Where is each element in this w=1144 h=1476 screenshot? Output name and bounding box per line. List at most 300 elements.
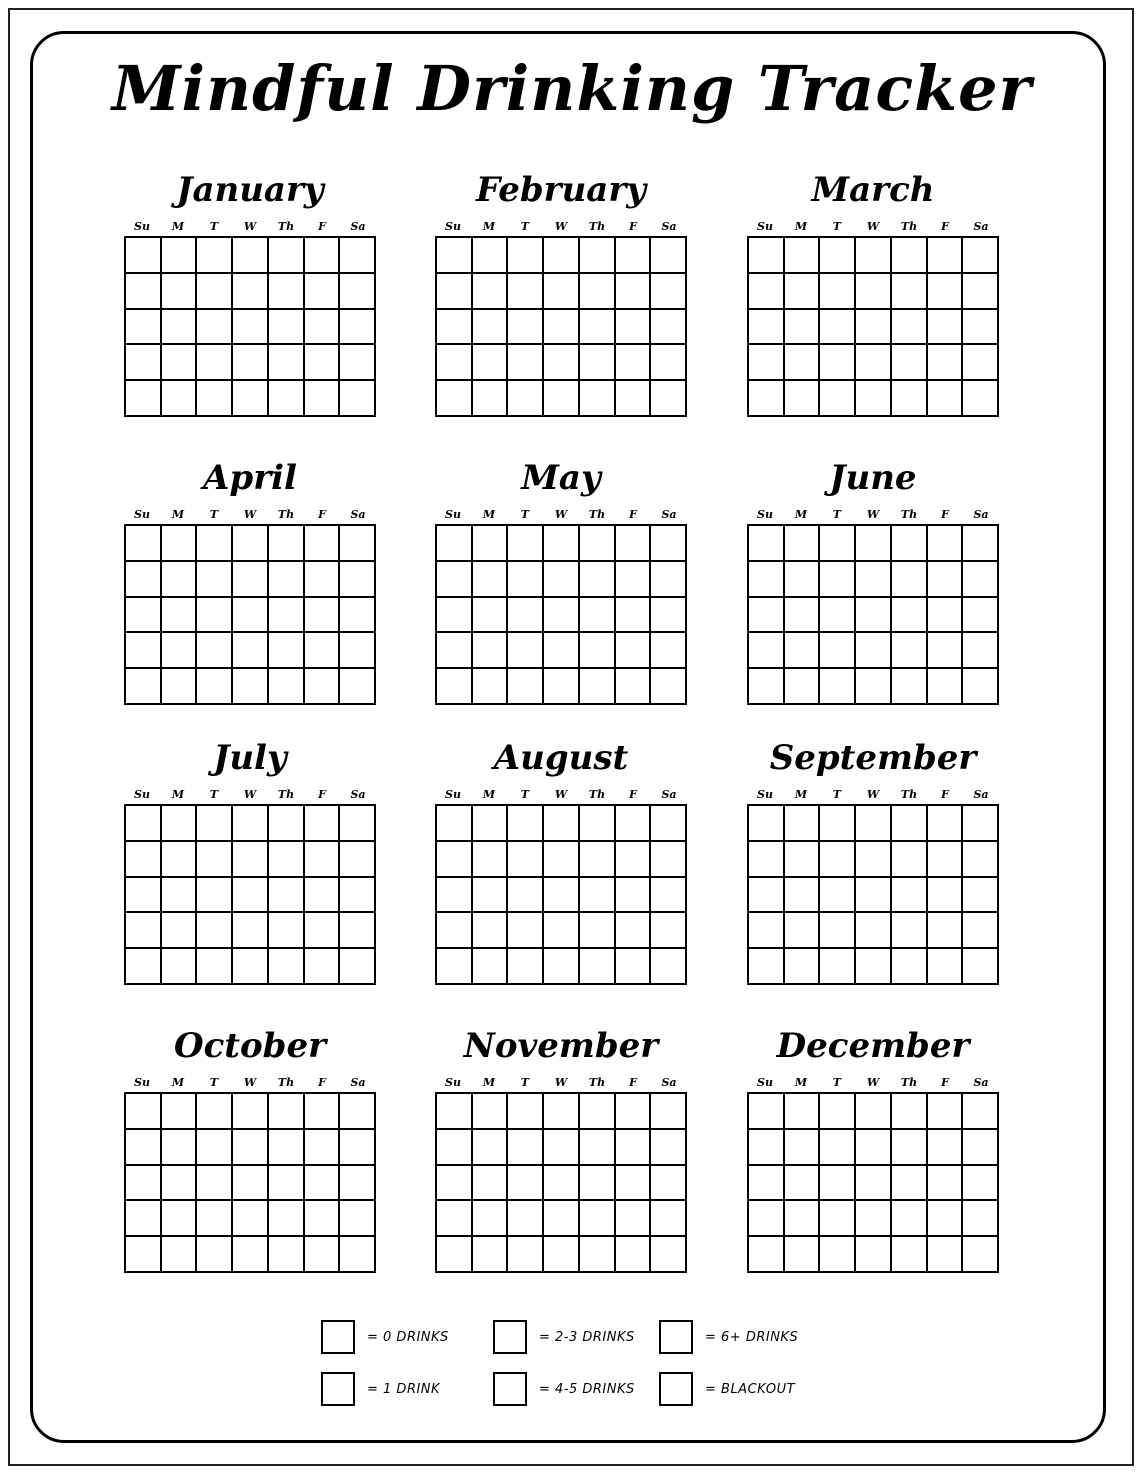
day-cell[interactable] xyxy=(305,842,341,878)
day-cell[interactable] xyxy=(305,878,341,914)
day-cell[interactable] xyxy=(269,1094,305,1130)
day-cell[interactable] xyxy=(437,806,473,842)
day-cell[interactable] xyxy=(197,633,233,669)
day-cell[interactable] xyxy=(197,913,233,949)
day-cell[interactable] xyxy=(473,526,509,562)
day-cell[interactable] xyxy=(305,526,341,562)
day-cell[interactable] xyxy=(544,526,580,562)
day-cell[interactable] xyxy=(544,1094,580,1130)
day-cell[interactable] xyxy=(162,1166,198,1202)
day-cell[interactable] xyxy=(269,949,305,985)
day-cell[interactable] xyxy=(856,345,892,381)
day-cell[interactable] xyxy=(651,1094,687,1130)
day-cell[interactable] xyxy=(162,1094,198,1130)
day-cell[interactable] xyxy=(162,669,198,705)
day-cell[interactable] xyxy=(437,310,473,346)
day-cell[interactable] xyxy=(651,633,687,669)
day-cell[interactable] xyxy=(928,598,964,634)
day-cell[interactable] xyxy=(749,274,785,310)
day-cell[interactable] xyxy=(126,274,162,310)
day-cell[interactable] xyxy=(963,1130,999,1166)
day-cell[interactable] xyxy=(508,238,544,274)
day-cell[interactable] xyxy=(963,878,999,914)
day-cell[interactable] xyxy=(126,633,162,669)
day-cell[interactable] xyxy=(749,345,785,381)
day-cell[interactable] xyxy=(928,274,964,310)
day-cell[interactable] xyxy=(892,381,928,417)
day-cell[interactable] xyxy=(340,1201,376,1237)
day-cell[interactable] xyxy=(651,806,687,842)
day-cell[interactable] xyxy=(928,878,964,914)
day-cell[interactable] xyxy=(197,238,233,274)
day-cell[interactable] xyxy=(473,1237,509,1273)
day-cell[interactable] xyxy=(616,1201,652,1237)
day-cell[interactable] xyxy=(616,913,652,949)
day-cell[interactable] xyxy=(892,598,928,634)
day-cell[interactable] xyxy=(162,806,198,842)
day-cell[interactable] xyxy=(269,526,305,562)
day-cell[interactable] xyxy=(785,274,821,310)
day-cell[interactable] xyxy=(126,345,162,381)
day-cell[interactable] xyxy=(473,1201,509,1237)
day-cell[interactable] xyxy=(928,806,964,842)
day-cell[interactable] xyxy=(305,806,341,842)
day-cell[interactable] xyxy=(508,1237,544,1273)
day-cell[interactable] xyxy=(544,238,580,274)
day-cell[interactable] xyxy=(820,842,856,878)
day-cell[interactable] xyxy=(126,562,162,598)
day-cell[interactable] xyxy=(269,878,305,914)
day-cell[interactable] xyxy=(197,381,233,417)
day-cell[interactable] xyxy=(162,842,198,878)
day-cell[interactable] xyxy=(437,238,473,274)
day-cell[interactable] xyxy=(580,1237,616,1273)
day-cell[interactable] xyxy=(544,381,580,417)
day-cell[interactable] xyxy=(616,381,652,417)
day-cell[interactable] xyxy=(785,1094,821,1130)
day-cell[interactable] xyxy=(126,878,162,914)
day-cell[interactable] xyxy=(580,806,616,842)
day-cell[interactable] xyxy=(197,1094,233,1130)
day-cell[interactable] xyxy=(437,526,473,562)
day-cell[interactable] xyxy=(892,913,928,949)
day-cell[interactable] xyxy=(508,381,544,417)
day-cell[interactable] xyxy=(928,1130,964,1166)
day-cell[interactable] xyxy=(928,526,964,562)
day-cell[interactable] xyxy=(963,633,999,669)
day-cell[interactable] xyxy=(749,1130,785,1166)
day-cell[interactable] xyxy=(305,345,341,381)
legend-color-box[interactable] xyxy=(659,1320,693,1354)
day-cell[interactable] xyxy=(233,669,269,705)
day-cell[interactable] xyxy=(580,381,616,417)
day-cell[interactable] xyxy=(340,238,376,274)
day-cell[interactable] xyxy=(305,1130,341,1166)
day-cell[interactable] xyxy=(126,913,162,949)
day-cell[interactable] xyxy=(269,633,305,669)
day-cell[interactable] xyxy=(437,274,473,310)
day-cell[interactable] xyxy=(892,878,928,914)
day-cell[interactable] xyxy=(340,669,376,705)
day-cell[interactable] xyxy=(473,562,509,598)
day-cell[interactable] xyxy=(651,1237,687,1273)
day-cell[interactable] xyxy=(616,878,652,914)
day-cell[interactable] xyxy=(616,598,652,634)
day-cell[interactable] xyxy=(749,310,785,346)
day-cell[interactable] xyxy=(651,598,687,634)
legend-color-box[interactable] xyxy=(493,1372,527,1406)
day-cell[interactable] xyxy=(928,345,964,381)
day-cell[interactable] xyxy=(616,345,652,381)
day-cell[interactable] xyxy=(508,949,544,985)
day-cell[interactable] xyxy=(162,526,198,562)
day-cell[interactable] xyxy=(162,274,198,310)
day-cell[interactable] xyxy=(544,669,580,705)
day-cell[interactable] xyxy=(820,949,856,985)
day-cell[interactable] xyxy=(197,562,233,598)
day-cell[interactable] xyxy=(126,526,162,562)
day-cell[interactable] xyxy=(785,669,821,705)
day-cell[interactable] xyxy=(892,274,928,310)
day-cell[interactable] xyxy=(616,842,652,878)
day-cell[interactable] xyxy=(233,1130,269,1166)
day-cell[interactable] xyxy=(785,310,821,346)
day-cell[interactable] xyxy=(305,1237,341,1273)
day-cell[interactable] xyxy=(473,598,509,634)
day-cell[interactable] xyxy=(749,913,785,949)
day-cell[interactable] xyxy=(269,1237,305,1273)
day-cell[interactable] xyxy=(473,633,509,669)
day-cell[interactable] xyxy=(233,949,269,985)
day-cell[interactable] xyxy=(544,345,580,381)
day-cell[interactable] xyxy=(651,669,687,705)
day-cell[interactable] xyxy=(580,913,616,949)
day-cell[interactable] xyxy=(340,878,376,914)
day-cell[interactable] xyxy=(928,238,964,274)
day-cell[interactable] xyxy=(856,806,892,842)
day-cell[interactable] xyxy=(162,598,198,634)
day-cell[interactable] xyxy=(162,949,198,985)
day-cell[interactable] xyxy=(544,310,580,346)
day-cell[interactable] xyxy=(269,1130,305,1166)
day-cell[interactable] xyxy=(162,345,198,381)
day-cell[interactable] xyxy=(616,310,652,346)
day-cell[interactable] xyxy=(233,310,269,346)
day-cell[interactable] xyxy=(544,633,580,669)
day-cell[interactable] xyxy=(544,274,580,310)
day-cell[interactable] xyxy=(616,238,652,274)
day-cell[interactable] xyxy=(928,949,964,985)
day-cell[interactable] xyxy=(508,842,544,878)
day-cell[interactable] xyxy=(892,345,928,381)
day-cell[interactable] xyxy=(544,1166,580,1202)
day-cell[interactable] xyxy=(508,1130,544,1166)
day-cell[interactable] xyxy=(508,274,544,310)
day-cell[interactable] xyxy=(963,598,999,634)
day-cell[interactable] xyxy=(651,345,687,381)
day-cell[interactable] xyxy=(340,842,376,878)
day-cell[interactable] xyxy=(580,274,616,310)
day-cell[interactable] xyxy=(233,913,269,949)
legend-color-box[interactable] xyxy=(659,1372,693,1406)
day-cell[interactable] xyxy=(963,1094,999,1130)
day-cell[interactable] xyxy=(892,669,928,705)
day-cell[interactable] xyxy=(963,274,999,310)
day-cell[interactable] xyxy=(437,949,473,985)
day-cell[interactable] xyxy=(580,1094,616,1130)
day-cell[interactable] xyxy=(856,310,892,346)
day-cell[interactable] xyxy=(785,381,821,417)
day-cell[interactable] xyxy=(269,842,305,878)
day-cell[interactable] xyxy=(305,669,341,705)
day-cell[interactable] xyxy=(785,1237,821,1273)
day-cell[interactable] xyxy=(162,878,198,914)
day-cell[interactable] xyxy=(269,562,305,598)
day-cell[interactable] xyxy=(473,913,509,949)
day-cell[interactable] xyxy=(749,633,785,669)
day-cell[interactable] xyxy=(892,526,928,562)
day-cell[interactable] xyxy=(197,669,233,705)
day-cell[interactable] xyxy=(963,310,999,346)
day-cell[interactable] xyxy=(340,345,376,381)
day-cell[interactable] xyxy=(269,1166,305,1202)
day-cell[interactable] xyxy=(126,806,162,842)
day-cell[interactable] xyxy=(269,274,305,310)
day-cell[interactable] xyxy=(749,238,785,274)
day-cell[interactable] xyxy=(892,1237,928,1273)
day-cell[interactable] xyxy=(928,1094,964,1130)
day-cell[interactable] xyxy=(580,345,616,381)
day-cell[interactable] xyxy=(856,1166,892,1202)
day-cell[interactable] xyxy=(580,1166,616,1202)
day-cell[interactable] xyxy=(785,913,821,949)
day-cell[interactable] xyxy=(305,913,341,949)
day-cell[interactable] xyxy=(856,562,892,598)
day-cell[interactable] xyxy=(820,1094,856,1130)
day-cell[interactable] xyxy=(437,878,473,914)
day-cell[interactable] xyxy=(928,562,964,598)
day-cell[interactable] xyxy=(856,381,892,417)
day-cell[interactable] xyxy=(126,1094,162,1130)
day-cell[interactable] xyxy=(162,238,198,274)
day-cell[interactable] xyxy=(197,1166,233,1202)
day-cell[interactable] xyxy=(820,238,856,274)
day-cell[interactable] xyxy=(892,1166,928,1202)
day-cell[interactable] xyxy=(544,598,580,634)
day-cell[interactable] xyxy=(892,633,928,669)
day-cell[interactable] xyxy=(785,345,821,381)
day-cell[interactable] xyxy=(963,1201,999,1237)
day-cell[interactable] xyxy=(928,310,964,346)
day-cell[interactable] xyxy=(749,1166,785,1202)
day-cell[interactable] xyxy=(820,913,856,949)
day-cell[interactable] xyxy=(437,1166,473,1202)
day-cell[interactable] xyxy=(437,1130,473,1166)
day-cell[interactable] xyxy=(963,842,999,878)
day-cell[interactable] xyxy=(473,842,509,878)
day-cell[interactable] xyxy=(233,1201,269,1237)
day-cell[interactable] xyxy=(508,526,544,562)
day-cell[interactable] xyxy=(437,598,473,634)
day-cell[interactable] xyxy=(340,1094,376,1130)
day-cell[interactable] xyxy=(269,1201,305,1237)
day-cell[interactable] xyxy=(126,310,162,346)
day-cell[interactable] xyxy=(305,238,341,274)
day-cell[interactable] xyxy=(963,1237,999,1273)
day-cell[interactable] xyxy=(437,633,473,669)
day-cell[interactable] xyxy=(820,806,856,842)
day-cell[interactable] xyxy=(233,381,269,417)
day-cell[interactable] xyxy=(508,669,544,705)
day-cell[interactable] xyxy=(785,1166,821,1202)
day-cell[interactable] xyxy=(580,598,616,634)
day-cell[interactable] xyxy=(856,526,892,562)
day-cell[interactable] xyxy=(508,562,544,598)
legend-color-box[interactable] xyxy=(321,1372,355,1406)
day-cell[interactable] xyxy=(437,1237,473,1273)
day-cell[interactable] xyxy=(162,913,198,949)
day-cell[interactable] xyxy=(580,633,616,669)
day-cell[interactable] xyxy=(340,381,376,417)
day-cell[interactable] xyxy=(197,526,233,562)
day-cell[interactable] xyxy=(473,1094,509,1130)
day-cell[interactable] xyxy=(233,598,269,634)
day-cell[interactable] xyxy=(473,1130,509,1166)
legend-color-box[interactable] xyxy=(321,1320,355,1354)
day-cell[interactable] xyxy=(437,562,473,598)
day-cell[interactable] xyxy=(892,238,928,274)
day-cell[interactable] xyxy=(305,274,341,310)
day-cell[interactable] xyxy=(473,669,509,705)
day-cell[interactable] xyxy=(749,1201,785,1237)
day-cell[interactable] xyxy=(749,1237,785,1273)
day-cell[interactable] xyxy=(963,381,999,417)
day-cell[interactable] xyxy=(820,526,856,562)
day-cell[interactable] xyxy=(197,1130,233,1166)
day-cell[interactable] xyxy=(892,562,928,598)
day-cell[interactable] xyxy=(820,1201,856,1237)
day-cell[interactable] xyxy=(856,878,892,914)
day-cell[interactable] xyxy=(508,1201,544,1237)
day-cell[interactable] xyxy=(508,878,544,914)
day-cell[interactable] xyxy=(305,381,341,417)
day-cell[interactable] xyxy=(473,345,509,381)
day-cell[interactable] xyxy=(651,949,687,985)
day-cell[interactable] xyxy=(126,1130,162,1166)
day-cell[interactable] xyxy=(340,913,376,949)
day-cell[interactable] xyxy=(749,1094,785,1130)
day-cell[interactable] xyxy=(820,562,856,598)
day-cell[interactable] xyxy=(473,381,509,417)
day-cell[interactable] xyxy=(616,1094,652,1130)
day-cell[interactable] xyxy=(437,669,473,705)
day-cell[interactable] xyxy=(785,878,821,914)
day-cell[interactable] xyxy=(233,806,269,842)
day-cell[interactable] xyxy=(963,806,999,842)
day-cell[interactable] xyxy=(928,842,964,878)
day-cell[interactable] xyxy=(616,1130,652,1166)
day-cell[interactable] xyxy=(892,310,928,346)
day-cell[interactable] xyxy=(892,806,928,842)
day-cell[interactable] xyxy=(928,913,964,949)
day-cell[interactable] xyxy=(544,913,580,949)
day-cell[interactable] xyxy=(197,274,233,310)
day-cell[interactable] xyxy=(340,1237,376,1273)
day-cell[interactable] xyxy=(856,1201,892,1237)
day-cell[interactable] xyxy=(233,878,269,914)
day-cell[interactable] xyxy=(473,274,509,310)
day-cell[interactable] xyxy=(508,806,544,842)
day-cell[interactable] xyxy=(651,1201,687,1237)
day-cell[interactable] xyxy=(928,1166,964,1202)
day-cell[interactable] xyxy=(162,1237,198,1273)
day-cell[interactable] xyxy=(437,1094,473,1130)
day-cell[interactable] xyxy=(785,526,821,562)
day-cell[interactable] xyxy=(544,878,580,914)
day-cell[interactable] xyxy=(197,842,233,878)
day-cell[interactable] xyxy=(437,913,473,949)
day-cell[interactable] xyxy=(305,310,341,346)
day-cell[interactable] xyxy=(580,878,616,914)
day-cell[interactable] xyxy=(305,1166,341,1202)
day-cell[interactable] xyxy=(820,1166,856,1202)
day-cell[interactable] xyxy=(749,669,785,705)
day-cell[interactable] xyxy=(892,842,928,878)
day-cell[interactable] xyxy=(785,598,821,634)
day-cell[interactable] xyxy=(785,806,821,842)
day-cell[interactable] xyxy=(233,238,269,274)
day-cell[interactable] xyxy=(544,1130,580,1166)
day-cell[interactable] xyxy=(162,562,198,598)
day-cell[interactable] xyxy=(820,345,856,381)
day-cell[interactable] xyxy=(820,878,856,914)
day-cell[interactable] xyxy=(856,913,892,949)
day-cell[interactable] xyxy=(473,1166,509,1202)
day-cell[interactable] xyxy=(749,598,785,634)
day-cell[interactable] xyxy=(856,1094,892,1130)
day-cell[interactable] xyxy=(508,310,544,346)
day-cell[interactable] xyxy=(749,806,785,842)
day-cell[interactable] xyxy=(651,562,687,598)
day-cell[interactable] xyxy=(856,1130,892,1166)
day-cell[interactable] xyxy=(269,669,305,705)
day-cell[interactable] xyxy=(856,633,892,669)
day-cell[interactable] xyxy=(580,842,616,878)
day-cell[interactable] xyxy=(544,1237,580,1273)
day-cell[interactable] xyxy=(580,310,616,346)
day-cell[interactable] xyxy=(856,669,892,705)
day-cell[interactable] xyxy=(580,562,616,598)
day-cell[interactable] xyxy=(269,381,305,417)
day-cell[interactable] xyxy=(651,526,687,562)
day-cell[interactable] xyxy=(305,633,341,669)
day-cell[interactable] xyxy=(508,598,544,634)
day-cell[interactable] xyxy=(197,1201,233,1237)
day-cell[interactable] xyxy=(162,310,198,346)
day-cell[interactable] xyxy=(785,949,821,985)
day-cell[interactable] xyxy=(580,669,616,705)
day-cell[interactable] xyxy=(749,526,785,562)
day-cell[interactable] xyxy=(963,526,999,562)
day-cell[interactable] xyxy=(928,633,964,669)
day-cell[interactable] xyxy=(126,381,162,417)
day-cell[interactable] xyxy=(749,842,785,878)
day-cell[interactable] xyxy=(963,238,999,274)
day-cell[interactable] xyxy=(785,562,821,598)
day-cell[interactable] xyxy=(508,1094,544,1130)
day-cell[interactable] xyxy=(126,1201,162,1237)
day-cell[interactable] xyxy=(473,878,509,914)
